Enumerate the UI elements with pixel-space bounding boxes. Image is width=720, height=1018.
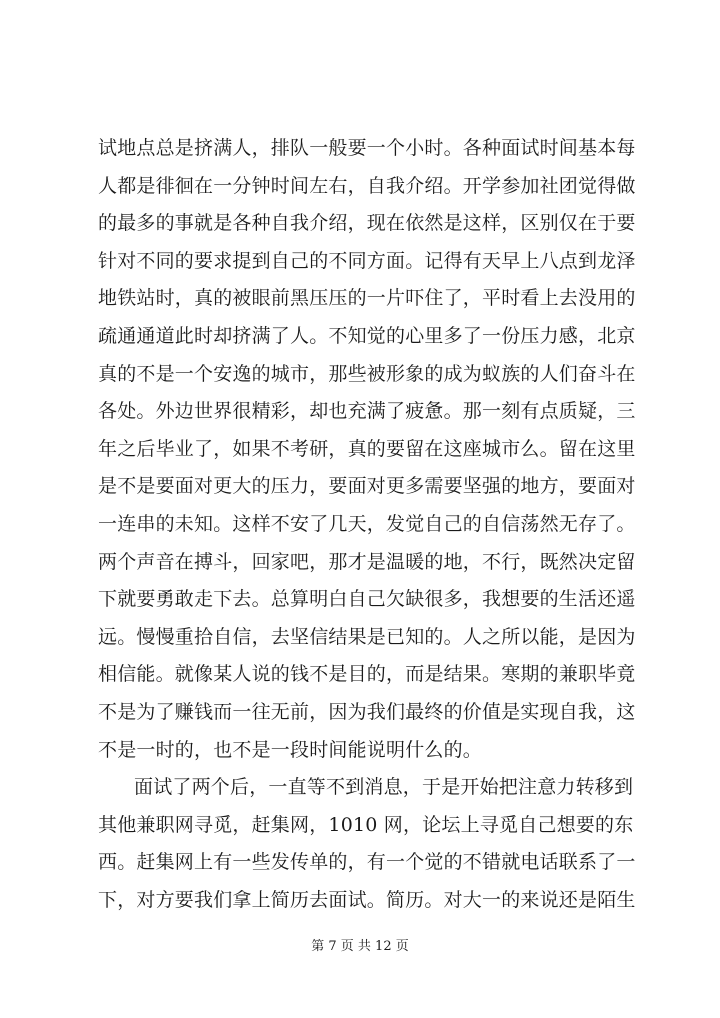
text-line: 一连串的未知。这样不安了几天，发觉自己的自信荡然无存了。 <box>98 512 636 535</box>
text-line: 试地点总是挤满人，排队一般要一个小时。各种面试时间基本每 <box>98 137 636 159</box>
text-line: 两个声音在搏斗，回家吧，那才是温暖的地，不行，既然决定留 <box>98 550 636 573</box>
text-line: 疏通通道此时却挤满了人。不知觉的心里多了一份压力感，北京 <box>98 324 636 347</box>
text-line: 的最多的事就是各种自我介绍，现在依然是这样，区别仅在于要 <box>98 212 636 235</box>
text-line: 西。赶集网上有一些发传单的，有一个觉的不错就电话联系了一 <box>98 851 636 874</box>
text-line: 远。慢慢重拾自信，去坚信结果是已知的。人之所以能，是因为 <box>98 625 636 648</box>
text-line: 不是一时的，也不是一段时间能说明什么的。 <box>98 738 483 761</box>
text-line: 年之后毕业了，如果不考研，真的要留在这座城市么。留在这里 <box>98 437 636 460</box>
text-line: 是不是要面对更大的压力，要面对更多需要坚强的地方，要面对 <box>98 475 636 498</box>
text-line: 真的不是一个安逸的城市，那些被形象的成为蚁族的人们奋斗在 <box>98 362 636 385</box>
text-line: 其他兼职网寻觅，赶集网，1010 网，论坛上寻觅自己想要的东 <box>98 813 634 836</box>
text-line: 地铁站时，真的被眼前黑压压的一片吓住了，平时看上去没用的 <box>98 287 636 310</box>
text-line: 针对不同的要求提到自己的不同方面。记得有天早上八点到龙泽 <box>98 249 636 272</box>
text-line: 下，对方要我们拿上简历去面试。简历。对大一的来说还是陌生 <box>98 888 636 911</box>
body-text <box>98 130 638 919</box>
page-number-footer: 第 7 页 共 12 页 <box>311 939 409 954</box>
text-line: 相信能。就像某人说的钱不是目的，而是结果。寒期的兼职毕竟 <box>98 663 636 686</box>
text-line: 人都是徘徊在一分钟时间左右，自我介绍。开学参加社团觉得做 <box>98 174 636 197</box>
text-line: 不是为了赚钱而一往无前，因为我们最终的价值是实现自我，这 <box>98 700 636 723</box>
paragraph-start-line: 面试了两个后，一直等不到消息，于是开始把注意力转移到 <box>134 776 634 799</box>
text-line: 下就要勇敢走下去。总算明白自己欠缺很多，我想要的生活还遥 <box>98 588 636 611</box>
text-line: 各处。外边世界很精彩，却也充满了疲惫。那一刻有点质疑，三 <box>98 400 636 423</box>
